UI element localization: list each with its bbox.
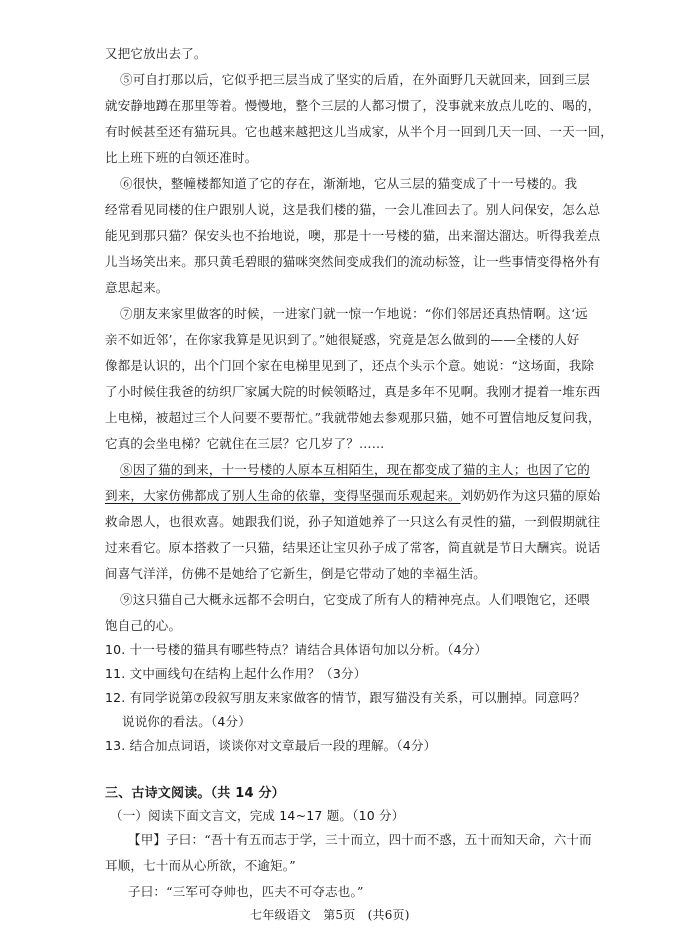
paragraph-8-text: 刘奶奶作为这只猫的原始: [460, 488, 601, 503]
question-12-cont: 说说你的看法。（4分）: [122, 714, 251, 729]
paragraph-6-line: ⑥很快，整幢楼都知道了它的存在，渐渐地，它从三层的猫变成了十一号楼的。我: [120, 176, 578, 191]
paragraph-8-line: [105, 486, 600, 504]
section-subtitle: （一）阅读下面文言文，完成 14~17 题。（10 分）: [110, 808, 405, 823]
paragraph-7-line: ⑦朋友来家里做客的时候，一进家门就一惊一乍地说：“你们邻居还真热情啊。这‘远: [120, 306, 588, 321]
paragraph-9-line: 饱自己的心。: [105, 618, 182, 633]
paragraph-6-line: 能见到那只猫？保安头也不抬地说，噢，那是十一号楼的猫，出来溜达溜达。听得我差点: [105, 228, 601, 243]
question-12: 12. 有同学说第⑦段叙写朋友来家做客的情节，跟写猫没有关系，可以删掉。同意吗？: [105, 690, 586, 705]
underlined-sentence: 到来，大家仿佛都成了别人生命的依靠，变得坚强而乐观起来。: [105, 488, 461, 503]
paragraph-6-line: 意思起来。: [105, 280, 169, 295]
passage-line: 又把它放出去了。: [105, 46, 207, 61]
paragraph-8-line: 间喜气洋洋，仿佛不是她给了它新生，倒是它带动了她的幸福生活。: [105, 566, 487, 581]
classical-text-line: 子曰：“三军可夺帅也，匹夫不可夺志也。”: [128, 884, 364, 899]
underlined-sentence: ⑧因了猫的到来，十一号楼的人原本互相陌生，现在都变成了猫的主人；也因了它的: [120, 462, 590, 477]
paragraph-5-line: 比上班下班的白领还准时。: [105, 150, 258, 165]
section-title: 三、古诗文阅读。（共 14 分）: [105, 786, 285, 801]
classical-text-line: 【甲】子曰：“吾十有五而志于学，三十而立，四十而不惑，五十而知天命，六十而: [128, 832, 592, 847]
paragraph-7-line: 像都是认识的，出个门回个家在电梯里见到了，还点个头示个意。她说：“这场面，我除: [105, 358, 595, 373]
question-13: 13. 结合加点词语，谈谈你对文章最后一段的理解。（4分）: [105, 738, 437, 753]
paragraph-7-line: 了小时候住我爸的纺织厂家属大院的时候领略过，真是多年不见啊。我刚才提着一堆东西: [105, 384, 601, 399]
paragraph-7-line: 上电梯，被超过三个人问要不要帮忙。”我就带她去参观那只猫，她不可置信地反复问我，: [105, 410, 601, 425]
paragraph-8-line: 救命恩人，也很欢喜。她跟我们说，孙子知道她养了一只这么有灵性的猫，一到假期就往: [105, 514, 601, 529]
paragraph-6-line: 经常看见同楼的住户跟别人说，这是我们楼的猫，一会儿准回去了。别人问保安，怎么总: [105, 202, 601, 217]
paragraph-9-line: ⑨这只猫自己大概永远都不会明白，它变成了所有人的精神亮点。人们喂饱它，还喂: [120, 592, 590, 607]
paragraph-5-line: 就安静地蹲在那里等着。慢慢地，整个三层的人都习惯了，没事就来放点儿吃的、喝的，: [105, 98, 601, 113]
classical-text-line: 耳顺，七十而从心所欲，不逾矩。”: [105, 858, 296, 873]
question-11: 11. 文中画线句在结构上起什么作用？（3分）: [105, 666, 367, 681]
paragraph-6-line: 儿当场笑出来。那只黄毛碧眼的猫咪突然间变成我们的流动标签，让一些事情变得格外有: [105, 254, 601, 269]
paragraph-8-line: 过来看它。原本搭救了一只猫，结果还让宝贝孙子成了常客，简直就是节日大酬宾。说话: [105, 540, 601, 555]
paragraph-5-line: ⑤可自打那以后，它似乎把三层当成了坚实的后盾，在外面野几天就回来，回到三层: [120, 72, 590, 87]
paragraph-7-line: 亲不如近邻’，在你家我算是见识到了。”她很疑惑，究竟是怎么做到的——全楼的人好: [105, 332, 580, 347]
question-10: 10. 十一号楼的猫具有哪些特点？请结合具体语句加以分析。（4分）: [105, 642, 488, 657]
page-footer: 七年级语文 第5页 (共6页): [250, 908, 410, 922]
paragraph-7-line: 它真的会坐电梯？它就住在三层？它几岁了？……: [105, 436, 385, 451]
paragraph-5-line: 有时候甚至还有猫玩具。它也越来越把这儿当成家，从半个月一回到几天一回、一天一回，: [105, 124, 614, 139]
